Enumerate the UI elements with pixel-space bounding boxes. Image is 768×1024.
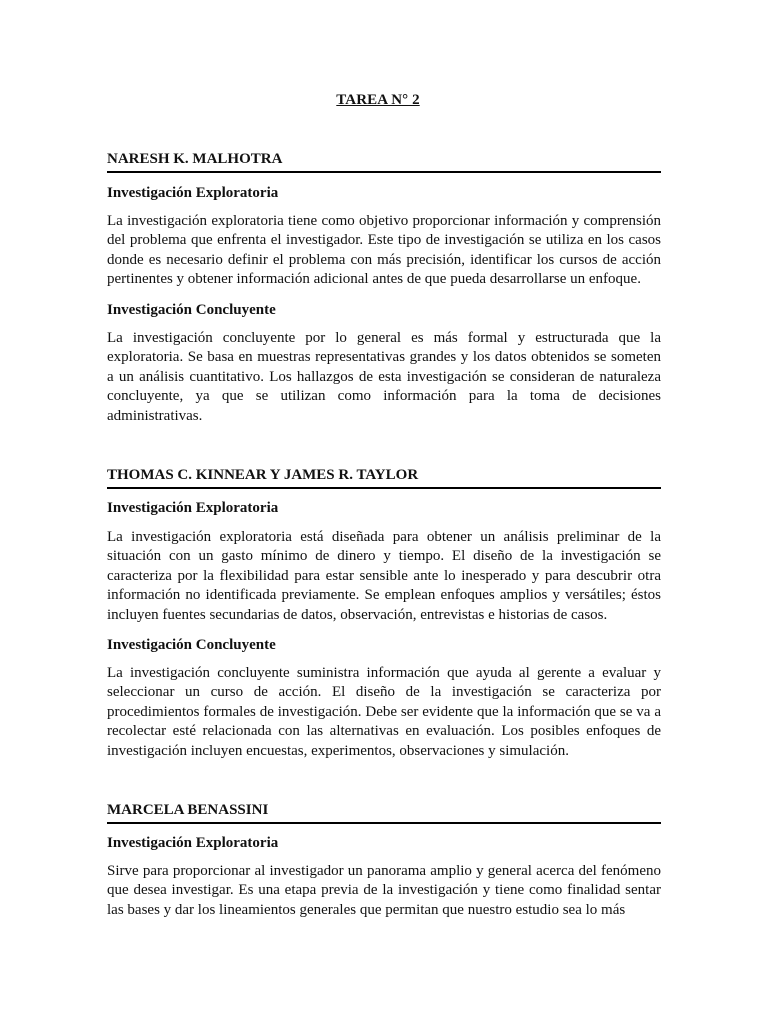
exploratory-paragraph: Sirve para proporcionar al investigador un panorama amplio y general acerca del fenómeno que desea investigar. Es una etapa previa de la investigación y tiene como finalidad sentar las bases y dar los lineamientos generales que permitan que nuestro estudio sea lo más: [107, 863, 661, 918]
exploratory-heading: Investigación Exploratoria: [107, 835, 279, 851]
conclusive-paragraph: La investigación concluyente suministra información que ayuda al gerente a evaluar y seleccionar un curso de acción. El diseño de la investigación se caracteriza por procedimientos formales de investigación. Debe ser evidente que la información que se va a recolectar esté relacionada con las alternativas en evaluación. Los posibles enfoques de investigación incluyen encuestas, experimentos, observaciones y simulación.: [107, 665, 661, 759]
author-heading-kinnear-taylor: THOMAS C. KINNEAR Y JAMES R. TAYLOR: [107, 466, 661, 489]
conclusive-heading: Investigación Concluyente: [107, 302, 276, 318]
author-heading-benassini: MARCELA BENASSINI: [107, 801, 661, 824]
conclusive-heading: Investigación Concluyente: [107, 637, 276, 653]
author-heading-malhotra: NARESH K. MALHOTRA: [107, 150, 661, 173]
exploratory-heading: Investigación Exploratoria: [107, 185, 279, 201]
exploratory-paragraph: La investigación exploratoria está diseñada para obtener un análisis preliminar de la situación con un gasto mínimo de dinero y tiempo. El diseño de la investigación se caracteriza por la flexibilidad para estar sensible ante lo inesperado y para descubrir otra información no identificada previamente. Se emplean enfoques amplios y versátiles; éstos incluyen fuentes secundarias de datos, observación, entrevistas e historias de casos.: [107, 529, 661, 623]
exploratory-heading: Investigación Exploratoria: [107, 500, 279, 516]
exploratory-paragraph: La investigación exploratoria tiene como objetivo proporcionar información y comprensión del problema que enfrenta el investigador. Este tipo de investigación se utiliza en los casos donde es necesario definir el problema con más precisión, identificar los cursos de acción pertinentes y obtener información adicional antes de que pueda desarrollarse un enfoque.: [107, 213, 661, 288]
document-title: TAREA N° 2: [336, 92, 420, 108]
conclusive-paragraph: La investigación concluyente por lo general es más formal y estructurada que la exploratoria. Se basa en muestras representativas grandes y los datos obtenidos se someten a un análisis cuantitativo. Los hallazgos de esta investigación se consideran de naturaleza concluyente, ya que se utilizan como información para la toma de decisiones administrativas.: [107, 330, 661, 424]
